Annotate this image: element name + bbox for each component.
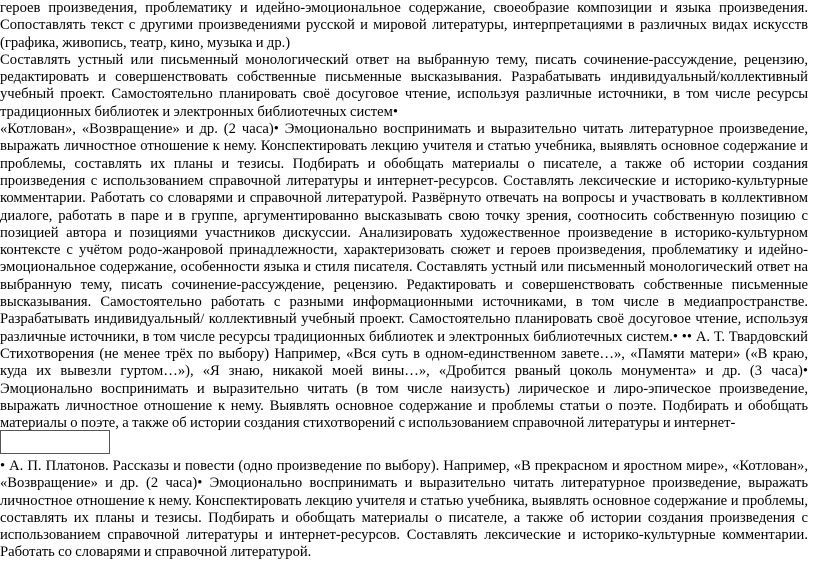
paragraph-3: «Котлован», «Возвращение» и др. (2 часа)• Эмоционально воспринимать и выразительно читать литературное произведение, выражать личностное отношение к нему. Конспектировать лекцию учителя и статью учебника, выявлять основное содержание и проблемы, составлять их планы и тезисы. Подбирать и обобщать материалы о писателе, а также об истории создания произведения с использованием справочной литературы и интернет-ресурсов. Составлять лексические и историко-культурные комментарии. Работать со словарями и справочной литературой. Развёрнуто отвечать на вопросы и участвовать в коллективном диалоге, работать в паре и в группе, аргументированно высказывать свою точку зрения, соотносить собственную позицию с позицией автора и позициями участников дискуссии. Анализировать художественное произведение в историко-культурном контексте с учётом родо-жанровой принадлежности, характеризовать сюжет и героев произведения, проблематику и идейно-эмоциональное содержание, особенности языка и стиля писателя. Составлять устный или письменный монологический ответ на выбранную тему, писать сочинение-рассуждение, рецензию. Редактировать и совершенствовать собственные письменные высказывания. Самостоятельно работать с разными информационными источниками, в том числе в медиапространстве. Разрабатывать индивидуальный/ коллективный учебный проект. Самостоятельно планировать своё досуговое чтение, используя различные источники, в том числе ресурсы традиционных библиотек и электронных библиотечных систем.• •• А. Т. Твардовский Стихотворения (не менее трёх по выбору) Например, «Вся суть в одном-единственном завете…», «Памяти матери» («В краю, куда их вывезли гуртом…»), «Я знаю, никакой моей вины…», «Дробится рваный цоколь монумента» и др. (3 часа)• Эмоционально воспринимать и выразительно читать (в том числе наизусть) лирическое и лиро-эпическое произведение, выражать личностное отношение к нему. Выявлять основное содержание и проблемы статьи о поэте. Подбирать и обобщать материалы о поэте, а также об истории создания стихотворений с использованием справочной литературы и интернет-: [0, 121, 808, 432]
paragraph-2: Составлять устный или письменный монологический ответ на выбранную тему, писать сочинение-рассуждение, рецензию, редактировать и совершенствовать собственные письменные высказывания. Разрабатывать индивидуальный/коллективный учебный проект. Самостоятельно планировать своё досуговое чтение, используя различные источники, в том числе ресурсы традиционных библиотек и электронных библиотечных систем•: [0, 51, 808, 120]
text-block-bottom: [0, 458, 808, 562]
paragraph-1: героев произведения, проблематику и идейно-эмоциональное содержание, своеобразие композиции и языка произведения. Сопоставлять текст с другими произведениями русской и мировой литературы, интерпретациями в различных видах искусств (графика, живопись, театр, кино, музыка и др.): [0, 0, 808, 51]
paragraph-4: • А. П. Платонов. Рассказы и повести (одно произведение по выбору). Например, «В прекрасном и яростном мире», «Котлован», «Возвращение» и др. (2 часа)• Эмоционально воспринимать и выразительно читать литературное произведение, выражать личностное отношение к нему. Конспектировать лекцию учителя и статью учебника, выявлять основное содержание и проблемы, составлять их планы и тезисы. Подбирать и обобщать материалы о писателе, а также об истории создания произведения с использованием справочной литературы и интернет-ресурсов. Составлять лексические и историко-культурные комментарии. Работать со словарями и справочной литературой.: [0, 458, 808, 561]
empty-table-cell: [0, 430, 110, 454]
